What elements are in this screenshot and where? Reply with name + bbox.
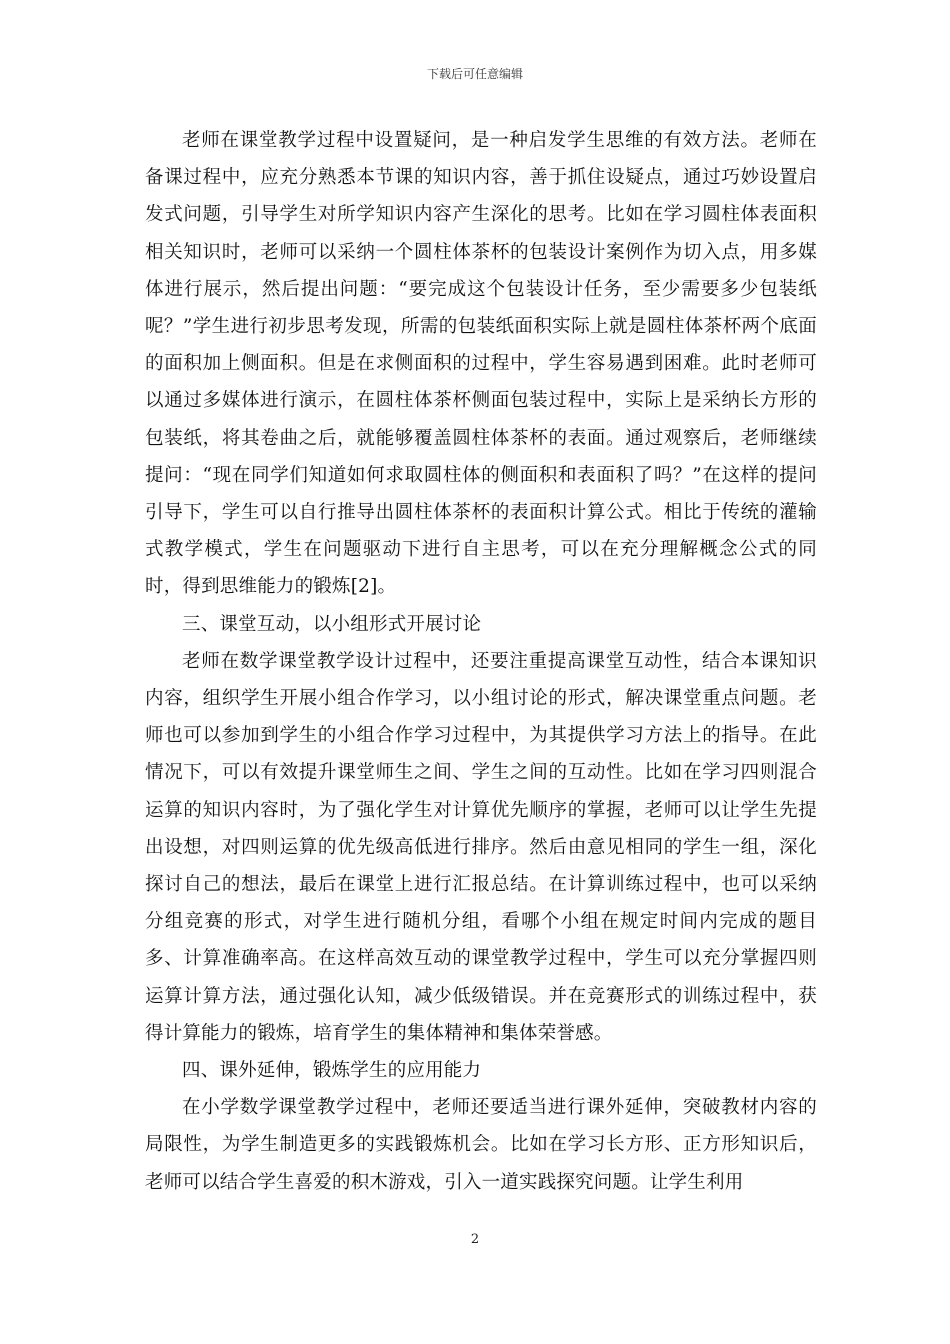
page-number: 2	[470, 1232, 480, 1247]
section-heading-4: 四、课外延伸，锻炼学生的应用能力	[182, 1060, 482, 1082]
paragraph-group-discussion: 老师在数学课堂教学设计过程中，还要注重提高课堂互动性，结合本课知识内容，组织学生开展小组合作学习，以小组讨论的形式，解决课堂重点问题。老师也可以参加到学生的小组合作学习过程中，为其提供学习方法上的指导。在此情况下，可以有效提升课堂师生之间、学生之间的互动性。比如在学习四则混合运算的知识内容时，为了强化学生对计算优先顺序的掌握，老师可以让学生先提出设想，对四则运算的优先级高低进行排序。然后由意见相同的学生一组，深化探讨自己的想法，最后在课堂上进行汇报总结。在计算训练过程中，也可以采纳分组竞赛的形式，对学生进行随机分组，看哪个小组在规定时间内完成的题目多、计算准确率高。在这样高效互动的课堂教学过程中，学生可以充分掌握四则运算计算方法，通过强化认知，减少低级错误。并在竞赛形式的训练过程中，获得计算能力的锻炼，培育学生的集体精神和集体荣誉感。	[145, 650, 817, 1044]
document-body	[145, 122, 817, 1201]
paragraph-questioning: 老师在课堂教学过程中设置疑问，是一种启发学生思维的有效方法。老师在备课过程中，应充分熟悉本节课的知识内容，善于抓住设疑点，通过巧妙设置启发式问题，引导学生对所学知识内容产生深化的思考。比如在学习圆柱体表面积相关知识时，老师可以采纳一个圆柱体茶杯的包装设计案例作为切入点，用多媒体进行展示，然后提出问题：“要完成这个包装设计任务，至少需要多少包装纸呢？”学生进行初步思考发现，所需的包装纸面积实际上就是圆柱体茶杯两个底面的面积加上侧面积。但是在求侧面积的过程中，学生容易遇到困难。此时老师可以通过多媒体进行演示，在圆柱体茶杯侧面包装过程中，实际上是采纳长方形的包装纸，将其卷曲之后，就能够覆盖圆柱体茶杯的表面。通过观察后，老师继续提问：“现在同学们知道如何求取圆柱体的侧面积和表面积了吗？”在这样的提问引导下，学生可以自行推导出圆柱体茶杯的表面积计算公式。相比于传统的灌输式教学模式，学生在问题驱动下进行自主思考，可以在充分理解概念公式的同时，得到思维能力的锻炼[2]。	[145, 130, 817, 598]
paragraph-extension: 在小学数学课堂教学过程中，老师还要适当进行课外延伸，突破教材内容的局限性，为学生制造更多的实践锻炼机会。比如在学习长方形、正方形知识后，老师可以结合学生喜爱的积木游戏，引入一道实践探究问题。让学生利用	[145, 1097, 817, 1193]
page-header: 下载后可任意编辑	[426, 67, 523, 81]
section-heading-3: 三、课堂互动，以小组形式开展讨论	[182, 613, 482, 635]
